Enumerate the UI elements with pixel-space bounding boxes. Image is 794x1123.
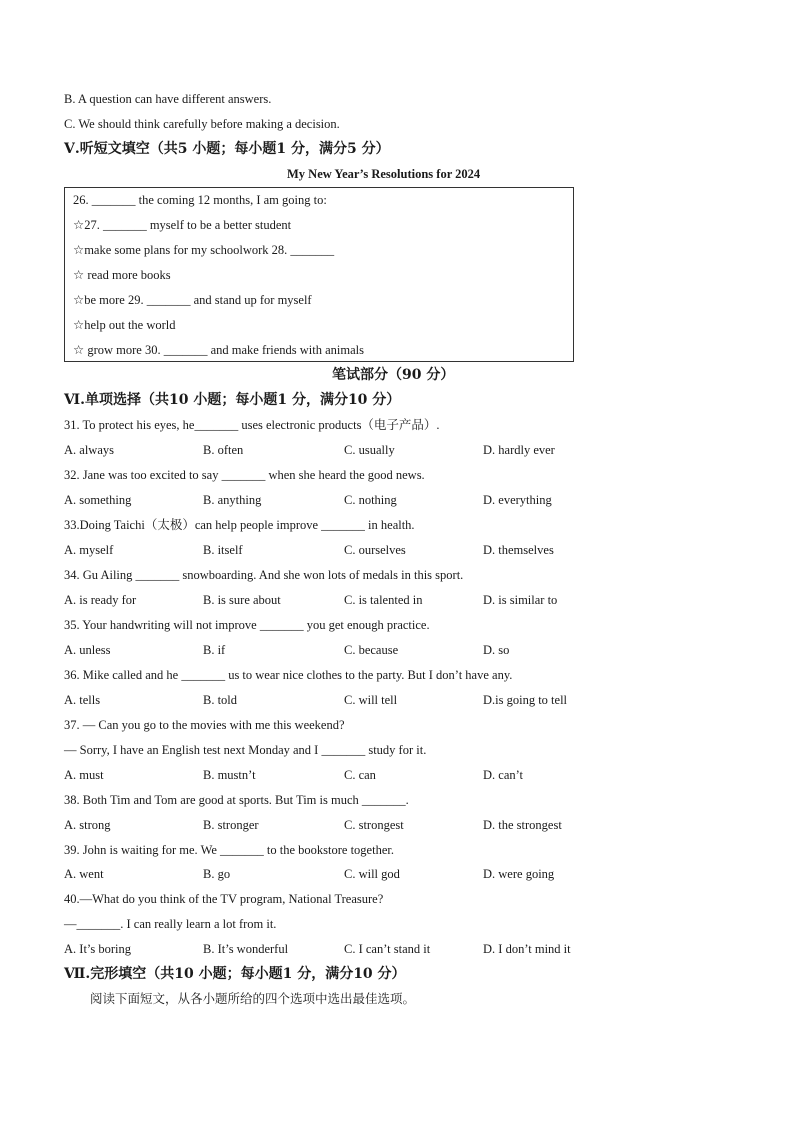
question-36-stem: 36. Mike called and he _______ us to wear nice clothes to the party. But I don’t have any.: [64, 668, 513, 682]
option-b: B. often: [203, 443, 244, 457]
option-b: B. stronger: [203, 818, 259, 832]
question-35-stem: 35. Your handwriting will not improve _______ you get enough practice.: [64, 618, 430, 632]
option-b: B. told: [203, 693, 238, 707]
section-5-heading: Ⅴ.听短文填空（共5 小题；每小题1 分，满分5 分）: [64, 141, 390, 157]
option-d: D. everything: [483, 493, 552, 507]
box-line-books: ☆ read more books: [73, 268, 171, 282]
option-d: D. so: [483, 643, 510, 657]
option-b: B. go: [203, 867, 231, 881]
option-a: A. is ready for: [64, 593, 137, 607]
question-33-stem: 33.Doing Taichi（太极）can help people improve _______ in health.: [64, 518, 415, 532]
box-line-27: ☆27. _______ myself to be a better student: [73, 218, 292, 232]
option-d: D. is similar to: [483, 593, 558, 607]
option-b: B. mustn’t: [203, 768, 256, 782]
written-part-heading: 笔试部分（90 分）: [332, 367, 455, 383]
option-c: C. will tell: [344, 693, 398, 707]
option-b: B. It’s wonderful: [203, 942, 289, 956]
box-line-26: 26. _______ the coming 12 months, I am going to:: [73, 193, 327, 207]
question-32-stem: 32. Jane was too excited to say _______ when she heard the good news.: [64, 468, 425, 482]
option-c: C. strongest: [344, 818, 404, 832]
option-b: B. is sure about: [203, 593, 281, 607]
option-c: C. can: [344, 768, 376, 782]
question-40-stem: 40.—What do you think of the TV program, National Treasure?: [64, 892, 384, 906]
section-7-instruction: 阅读下面短文，从各小题所给的四个选项中选出最佳选项。: [90, 991, 416, 1006]
option-d: D.is going to tell: [483, 693, 568, 707]
option-c: C. is talented in: [344, 593, 423, 607]
question-37-stem: 37. — Can you go to the movies with me this weekend?: [64, 718, 345, 732]
prev-option-b: B. A question can have different answers.: [64, 92, 272, 106]
resolutions-title: My New Year’s Resolutions for 2024: [287, 167, 481, 181]
option-a: A. went: [64, 867, 104, 881]
option-a: A. something: [64, 493, 132, 507]
question-40-response: —_______. I can really learn a lot from it.: [64, 917, 277, 931]
question-39-stem: 39. John is waiting for me. We _______ to the bookstore together.: [64, 843, 394, 857]
section-6-heading: Ⅵ.单项选择（共10 小题；每小题1 分，满分10 分）: [64, 392, 401, 408]
question-38-stem: 38. Both Tim and Tom are good at sports. But Tim is much _______.: [64, 793, 409, 807]
box-line-30: ☆ grow more 30. _______ and make friends with animals: [73, 343, 365, 357]
option-c: C. nothing: [344, 493, 397, 507]
option-a: A. tells: [64, 693, 101, 707]
resolutions-box: [64, 187, 574, 362]
option-a: A. strong: [64, 818, 111, 832]
option-c: C. ourselves: [344, 543, 406, 557]
question-31-stem: 31. To protect his eyes, he_______ uses electronic products（电子产品）.: [64, 418, 440, 432]
option-c: C. because: [344, 643, 399, 657]
section-7-heading: Ⅶ.完形填空（共10 小题；每小题1 分，满分10 分）: [64, 966, 406, 982]
option-a: A. It’s boring: [64, 942, 132, 956]
box-line-29: ☆be more 29. _______ and stand up for myself: [73, 293, 312, 307]
option-a: A. myself: [64, 543, 114, 557]
box-line-28: ☆make some plans for my schoolwork 28. _______: [73, 243, 335, 257]
option-b: B. itself: [203, 543, 243, 557]
option-b: B. if: [203, 643, 226, 657]
option-b: B. anything: [203, 493, 262, 507]
option-a: A. must: [64, 768, 104, 782]
option-d: D. I don’t mind it: [483, 942, 571, 956]
option-c: C. usually: [344, 443, 395, 457]
option-d: D. the strongest: [483, 818, 562, 832]
question-34-stem: 34. Gu Ailing _______ snowboarding. And she won lots of medals in this sport.: [64, 568, 464, 582]
option-c: C. I can’t stand it: [344, 942, 431, 956]
option-a: A. always: [64, 443, 114, 457]
prev-option-c: C. We should think carefully before making a decision.: [64, 117, 340, 131]
option-d: D. can’t: [483, 768, 524, 782]
question-37-response: — Sorry, I have an English test next Monday and I _______ study for it.: [64, 743, 427, 757]
option-d: D. hardly ever: [483, 443, 555, 457]
option-a: A. unless: [64, 643, 111, 657]
option-d: D. themselves: [483, 543, 554, 557]
box-line-world: ☆help out the world: [73, 318, 176, 332]
option-c: C. will god: [344, 867, 400, 881]
option-d: D. were going: [483, 867, 555, 881]
